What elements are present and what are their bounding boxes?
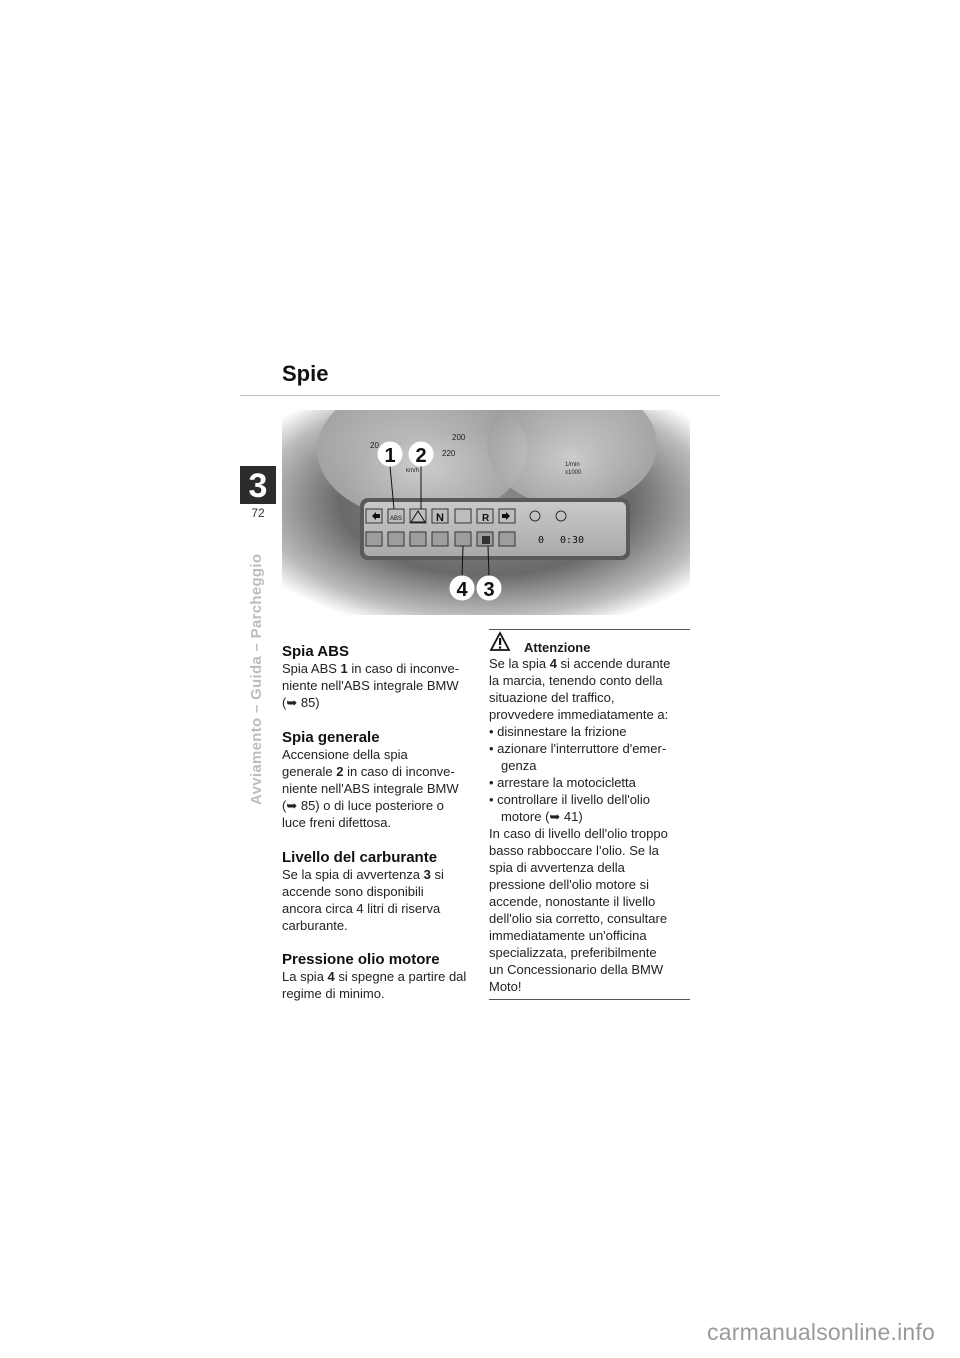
bullet-continuation: genza	[501, 758, 537, 773]
section-heading: Pressione olio motore	[282, 951, 440, 968]
bullet-item: • disinnestare la frizione	[489, 724, 627, 739]
title-divider	[240, 395, 720, 396]
section-abs	[282, 643, 478, 711]
warning-light-row-bottom	[366, 532, 515, 546]
section-oil-pressure	[282, 951, 478, 1002]
section-heading: Livello del carburante	[282, 849, 438, 866]
section-body: Accensione della spia generale 2 in caso di inconve- niente nell'ABS integrale BMW (➥ 85) o di luce posteriore o luce freni difettosa.	[282, 747, 459, 830]
callout-2: 2	[415, 445, 427, 467]
bullet-item: • arrestare la motocicletta	[489, 775, 636, 790]
bullet-continuation: motore (➥ 41)	[501, 809, 583, 824]
callout-3: 3	[483, 579, 495, 601]
display-clock: 0:30	[560, 535, 585, 546]
fuel-pump-icon	[482, 536, 490, 544]
neutral-lamp-label: N	[436, 512, 444, 524]
speedo-label-20: 20	[370, 441, 379, 450]
bullet-item: • controllare il livello dell'olio	[489, 792, 650, 807]
warning-closing: In caso di livello dell'olio troppo basso rabboccare l’olio. Se la spia di avvertenza della pressione dell'olio motore si accende, nonostante il livello dell'olio sia corretto, consultare immediatamente un'officina specializzata, preferibilmente un Concessionario della BMW Moto!	[489, 826, 668, 994]
reserve-lamp-label: R	[482, 513, 490, 524]
warning-header	[489, 631, 690, 655]
section-fuel	[282, 849, 478, 934]
callout-4: 4	[456, 579, 468, 601]
display-digit: 0	[538, 535, 545, 546]
warning-title: Attenzione	[524, 640, 591, 655]
warning-bottom-rule	[489, 999, 690, 1000]
watermark: carmanualsonline.info	[707, 1319, 935, 1345]
speedo-label-kmh: km/h	[406, 468, 420, 474]
section-body: La spia 4 si spegne a partire dal regime di minimo.	[282, 969, 467, 1001]
section-heading: Spia ABS	[282, 643, 349, 660]
chapter-number: 3	[240, 466, 276, 504]
warning-intro: Se la spia 4 si accende durante la marcia, tenendo conto della situazione del traffico, provvedere immediatamente a:	[489, 656, 671, 722]
speedo-label-200: 200	[452, 433, 466, 442]
speedo-label-220: 220	[442, 449, 456, 458]
page-title: Spie	[282, 361, 329, 386]
bullet-item: • azionare l'interruttore d'emer-	[489, 741, 667, 756]
tacho-label-x1000: x1000	[565, 470, 582, 476]
warning-top-rule	[489, 629, 690, 630]
tacho-label-rpm: 1/min	[565, 462, 580, 468]
section-body: Spia ABS 1 in caso di inconve- niente nell'ABS integrale BMW (➥ 85)	[282, 661, 460, 710]
chapter-side-label: Avviamento – Guida – Parcheggio	[248, 553, 265, 805]
abs-lamp-label: ABS	[390, 516, 403, 522]
section-body: Se la spia di avvertenza 3 si accende sono disponibili ancora circa 4 litri di riserva carburante.	[282, 867, 444, 933]
callout-1: 1	[384, 445, 396, 467]
page-number: 72	[251, 506, 265, 520]
warning-bullets	[489, 723, 690, 825]
section-heading: Spia generale	[282, 729, 380, 746]
instrument-panel-photo	[282, 410, 690, 615]
warning-box	[489, 631, 690, 995]
warning-triangle-icon	[489, 631, 511, 653]
section-general	[282, 729, 478, 831]
